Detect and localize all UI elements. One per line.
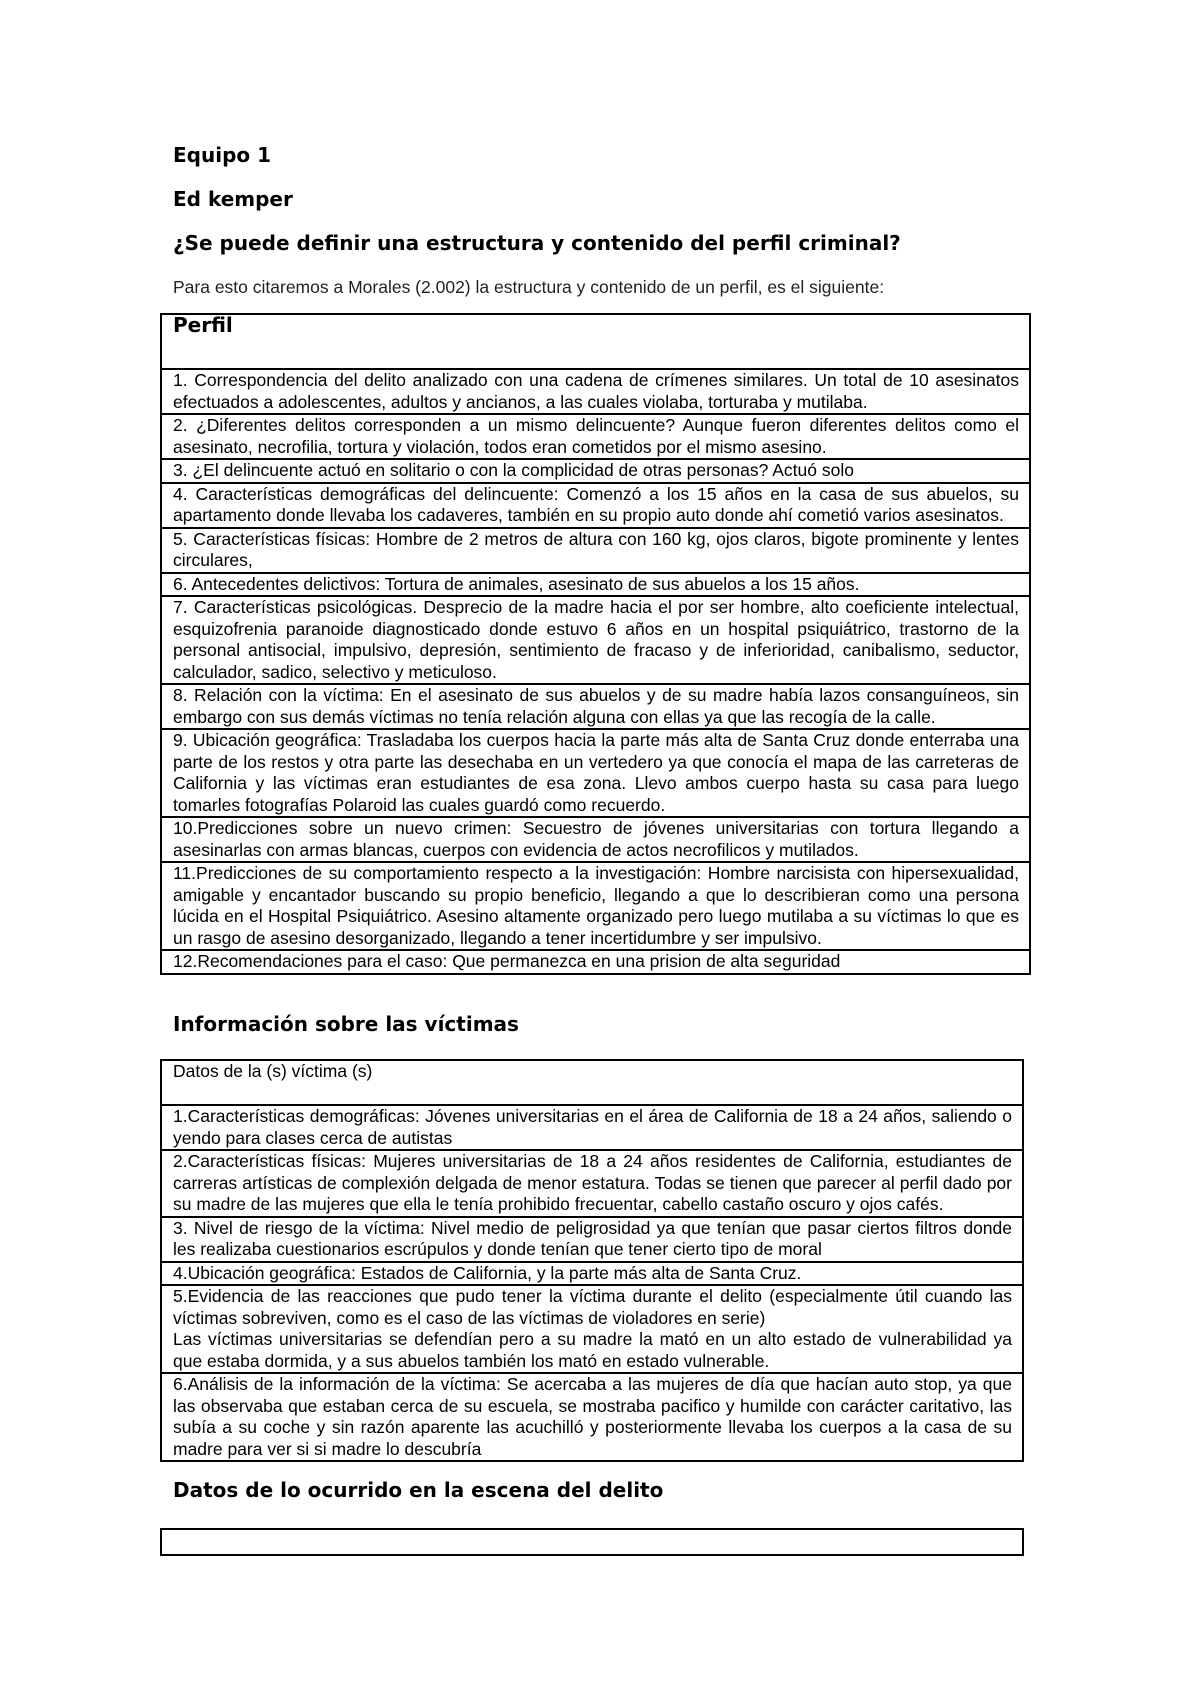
intro-paragraph: Para esto citaremos a Morales (2.002) la estructura y contenido de un perfil, es el siguiente: [173, 277, 885, 297]
victim-row-text: 6.Análisis de la información de la víctima: Se acercaba a las mujeres de día que hacían auto stop, ya que las observaba que estaban cerca de su escuela, se mostraba pacifico y humilde con carácter caritativo, las subía a su coche y sin razón aparente las acuchilló y posteriormente llevaba los cuerpos a la casa de su madre para ver si si madre lo descubría [173, 1374, 1012, 1459]
scene-empty-row [161, 1529, 1023, 1555]
perfil-row-text: 4. Características demográficas del delincuente: Comenzó a los 15 años en la casa de sus abuelos, su apartamento donde llevaba los cadaveres, también en su propio auto donde ahí cometió varios asesinatos. [173, 483, 1019, 525]
perfil-row-text: 10.Predicciones sobre un nuevo crimen: Secuestro de jóvenes universitarias con tortura llegando a asesinarlas con armas blancas, cuerpos con evidencia de actos necrofilicos y mutilados. [173, 818, 1019, 860]
perfil-row-text: 2. ¿Diferentes delitos corresponden a un mismo delincuente? Aunque fueron diferentes delitos como el asesinato, necrofilia, tortura y violación, todos eran cometidos por el mismo asesino. [173, 415, 1019, 457]
perfil-row [161, 369, 1030, 414]
question-heading: ¿Se puede definir una estructura y contenido del perfil criminal? [173, 231, 901, 255]
perfil-row-text: 11.Predicciones de su comportamiento respecto a la investigación: Hombre narcisista con hipersexualidad, amigable y encantador buscando su propio beneficio, llegando a que lo describieran como una persona lúcida en el Hospital Psiquiátrico. Asesino altamente organizado pero luego mutilaba a su víctimas lo que es un rasgo de asesino desorganizado, llegando a tener incertidumbre y ser impulsivo. [173, 863, 1019, 948]
scene-heading: Datos de lo ocurrido en la escena del delito [173, 1478, 664, 1502]
victims-header-row [161, 1060, 1023, 1105]
victim-row-text: Las víctimas universitarias se defendían pero a su madre la mató en un alto estado de vulnerabilidad ya que estaba dormida, y a sus abuelos también los mató en estado vulnerable. [173, 1329, 1012, 1371]
perfil-rows [161, 369, 1030, 974]
perfil-row [161, 528, 1030, 573]
victim-row-text: 2.Características físicas: Mujeres universitarias de 18 a 24 años residentes de California, estudiantes de carreras artísticas de complexión delgada de menor estatura. Todas se tienen que parecer al perfil dado por su madre de las mujeres que ella le tenía prohibido frecuentar, cabello castaño oscuro y ojos cafés. [173, 1151, 1012, 1214]
victim-row-text: 4.Ubicación geográfica: Estados de California, y la parte más alta de Santa Cruz. [173, 1262, 802, 1283]
perfil-row [161, 459, 1030, 483]
victim-row [161, 1285, 1023, 1373]
perfil-row-text: 6. Antecedentes delictivos: Tortura de animales, asesinato de sus abuelos a los 15 años. [173, 573, 860, 594]
perfil-row-text: 1. Correspondencia del delito analizado con una cadena de crímenes similares. Un total de 10 asesinatos efectuados a adolescentes, adultos y ancianos, a las cuales violaba, torturaba y mutilaba. [173, 370, 1019, 412]
subject-heading: Ed kemper [173, 187, 293, 211]
perfil-table [160, 313, 1031, 975]
perfil-row-text: 8. Relación con la víctima: En el asesinato de sus abuelos y de su madre había lazos consanguíneos, sin embargo con sus demás víctimas no tenía relación alguna con ellas ya que las recogía de la calle. [173, 685, 1019, 727]
perfil-row [161, 729, 1030, 817]
perfil-row [161, 862, 1030, 950]
victim-row-text: 1.Características demográficas: Jóvenes universitarias en el área de California de 18 a 24 años, saliendo o yendo para clases cerca de autistas [173, 1106, 1012, 1148]
victims-heading: Información sobre las víctimas [173, 1012, 519, 1036]
victim-row [161, 1150, 1023, 1217]
perfil-title: Perfil [173, 313, 233, 337]
victim-row [161, 1105, 1023, 1150]
perfil-row [161, 483, 1030, 528]
perfil-row-text: 3. ¿El delincuente actuó en solitario o con la complicidad de otras personas? Actuó solo [173, 460, 854, 480]
victim-rows [161, 1105, 1023, 1461]
perfil-row [161, 950, 1030, 974]
victim-row [161, 1373, 1023, 1461]
perfil-row-text: 7. Características psicológicas. Desprecio de la madre hacia el por ser hombre, alto coeficiente intelectual, esquizofrenia paranoide diagnosticado donde estuvo 6 años en un hospital psiquiátrico, trastorno de la personal antisocial, impulsivo, depresión, sentimiento de fracaso y de inferioridad, canibalismo, seductor, calculador, sadico, selectivo y meticuloso. [173, 597, 1019, 682]
perfil-header-row [161, 314, 1030, 369]
victim-row-text: 3. Nivel de riesgo de la víctima: Nivel medio de peligrosidad ya que tenían que pasar ciertos filtros donde les realizaba cuestionarios escrúpulos y donde tenían que tener cierto tipo de moral [173, 1217, 1012, 1259]
perfil-row [161, 414, 1030, 459]
perfil-row-text: 5. Características físicas: Hombre de 2 metros de altura con 160 kg, ojos claros, bigote prominente y lentes circulares, [173, 528, 1019, 570]
perfil-row [161, 596, 1030, 684]
scene-table [160, 1528, 1024, 1556]
victim-row [161, 1262, 1023, 1286]
team-heading: Equipo 1 [173, 143, 272, 167]
perfil-row [161, 817, 1030, 862]
victims-table-title: Datos de la (s) víctima (s) [173, 1061, 373, 1081]
victim-row [161, 1217, 1023, 1262]
perfil-row [161, 573, 1030, 597]
perfil-row-text: 12.Recomendaciones para el caso: Que permanezca en una prision de alta seguridad [173, 951, 841, 971]
perfil-row-text: 9. Ubicación geográfica: Trasladaba los cuerpos hacia la parte más alta de Santa Cruz donde enterraba una parte de los restos y otra parte las desechaba en un vertedero ya que conocía el mapa de las carreteras de California y las víctimas eran estudiantes de esa zona. Llevo ambos cuerpo hasta su casa para luego tomarles fotografías Polaroid las cuales guardó como recuerdo. [173, 730, 1019, 815]
perfil-row [161, 684, 1030, 729]
victims-table [160, 1059, 1024, 1462]
victim-row-text: 5.Evidencia de las reacciones que pudo tener la víctima durante el delito (especialmente útil cuando las víctimas sobreviven, como es el caso de las víctimas de violadores en serie) [173, 1286, 1012, 1328]
